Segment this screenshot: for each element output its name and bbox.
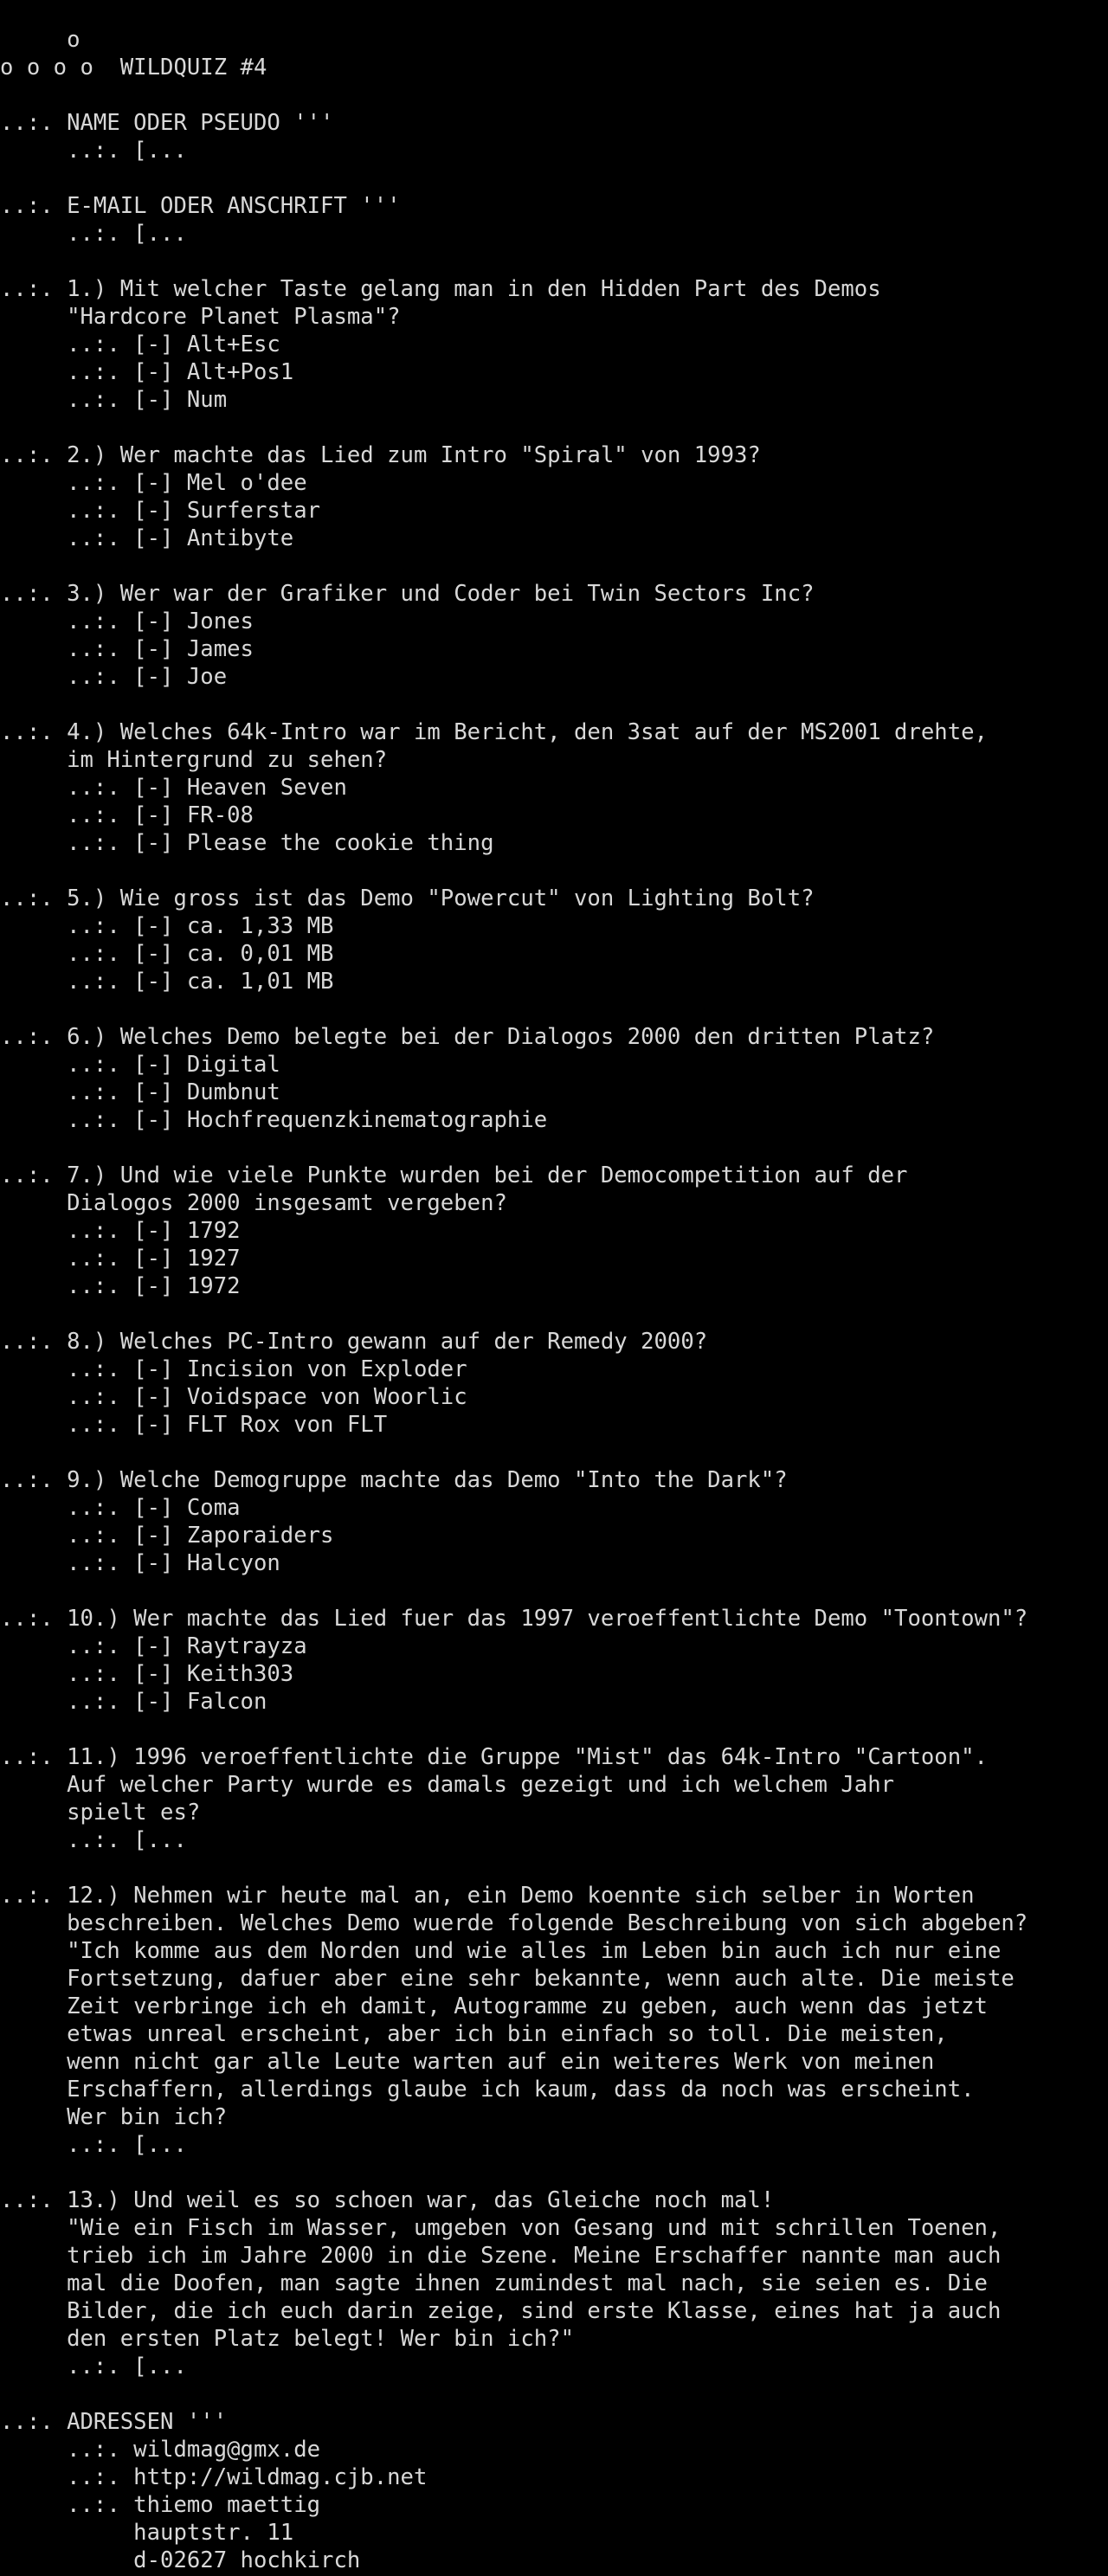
contact-city: d-02627 hochkirch [0, 2547, 361, 2573]
email-input[interactable]: ..:. [... [0, 221, 187, 247]
q2-answer-option[interactable]: ..:. [-] Surferstar [0, 498, 321, 524]
q11-question-text: Auf welcher Party wurde es damals gezeigt und ich welchem Jahr [0, 1772, 895, 1798]
q1-question-text: ..:. 1.) Mit welcher Taste gelang man in den Hidden Part des Demos [0, 276, 881, 302]
q5-question-text: ..:. 5.) Wie gross ist das Demo "Powercut" von Lighting Bolt? [0, 886, 815, 911]
name-field-label: ..:. NAME ODER PSEUDO ''' [0, 110, 334, 136]
contact-name: ..:. thiemo maettig [0, 2492, 321, 2518]
contact-street: hauptstr. 11 [0, 2520, 294, 2546]
q5-answer-option[interactable]: ..:. [-] ca. 1,01 MB [0, 969, 334, 995]
q6-question-text: ..:. 6.) Welches Demo belegte bei der Dialogos 2000 den dritten Platz? [0, 1024, 935, 1050]
q2-answer-option[interactable]: ..:. [-] Antibyte [0, 525, 294, 551]
q7-answer-option[interactable]: ..:. [-] 1972 [0, 1273, 241, 1299]
q4-question-text: ..:. 4.) Welches 64k-Intro war im Bericht, den 3sat auf der MS2001 drehte, [0, 719, 988, 745]
email-field-label: ..:. E-MAIL ODER ANSCHRIFT ''' [0, 193, 401, 219]
q5-answer-option[interactable]: ..:. [-] ca. 1,33 MB [0, 913, 334, 939]
q1-question-text: "Hardcore Planet Plasma"? [0, 304, 401, 330]
q4-answer-option[interactable]: ..:. [-] Heaven Seven [0, 775, 347, 801]
q9-answer-option[interactable]: ..:. [-] Zaporaiders [0, 1523, 334, 1549]
q9-answer-option[interactable]: ..:. [-] Coma [0, 1495, 241, 1521]
q7-question-text: ..:. 7.) Und wie viele Punkte wurden bei der Democompetition auf der [0, 1162, 908, 1188]
logo-mark: o [0, 27, 81, 53]
q1-answer-option[interactable]: ..:. [-] Alt+Pos1 [0, 359, 294, 385]
q6-answer-option[interactable]: ..:. [-] Dumbnut [0, 1079, 280, 1105]
q1-answer-option[interactable]: ..:. [-] Num [0, 387, 228, 413]
q10-answer-option[interactable]: ..:. [-] Falcon [0, 1689, 267, 1715]
q3-answer-option[interactable]: ..:. [-] Joe [0, 664, 228, 690]
q8-question-text: ..:. 8.) Welches PC-Intro gewann auf der Remedy 2000? [0, 1329, 708, 1355]
page-title: o o o o WILDQUIZ #4 [0, 55, 267, 80]
website-link[interactable]: ..:. http://wildmag.cjb.net [0, 2464, 428, 2490]
q13-question-text: den ersten Platz belegt! Wer bin ich?" [0, 2326, 574, 2352]
q2-question-text: ..:. 2.) Wer machte das Lied zum Intro "Spiral" von 1993? [0, 442, 761, 468]
q4-question-text: im Hintergrund zu sehen? [0, 747, 388, 773]
q12-question-text: Zeit verbringe ich eh damit, Autogramme zu geben, auch wenn das jetzt [0, 1993, 988, 2019]
q9-question-text: ..:. 9.) Welche Demogruppe machte das Demo "Into the Dark"? [0, 1467, 788, 1493]
q7-answer-option[interactable]: ..:. [-] 1927 [0, 1246, 241, 1272]
q13-question-text: mal die Doofen, man sagte ihnen zumindest mal nach, sie seien es. Die [0, 2270, 988, 2296]
q8-answer-option[interactable]: ..:. [-] FLT Rox von FLT [0, 1412, 388, 1438]
q12-answer-input[interactable]: ..:. [... [0, 2132, 187, 2158]
q9-answer-option[interactable]: ..:. [-] Halcyon [0, 1550, 280, 1576]
addresses-heading: ..:. ADRESSEN ''' [0, 2409, 228, 2435]
q8-answer-option[interactable]: ..:. [-] Incision von Exploder [0, 1356, 467, 1382]
q3-question-text: ..:. 3.) Wer war der Grafiker und Coder bei Twin Sectors Inc? [0, 581, 815, 607]
q11-answer-input[interactable]: ..:. [... [0, 1827, 187, 1853]
q10-answer-option[interactable]: ..:. [-] Raytrayza [0, 1633, 307, 1659]
q12-question-text: etwas unreal erscheint, aber ich bin einfach so toll. Die meisten, [0, 2021, 948, 2047]
q5-answer-option[interactable]: ..:. [-] ca. 0,01 MB [0, 941, 334, 967]
q11-question-text: spielt es? [0, 1800, 201, 1826]
q13-answer-input[interactable]: ..:. [... [0, 2354, 187, 2380]
name-input[interactable]: ..:. [... [0, 138, 187, 164]
q10-answer-option[interactable]: ..:. [-] Keith303 [0, 1661, 294, 1687]
q12-question-text: "Ich komme aus dem Norden und wie alles im Leben bin auch ich nur eine [0, 1938, 1002, 1964]
q7-answer-option[interactable]: ..:. [-] 1792 [0, 1218, 241, 1244]
q1-answer-option[interactable]: ..:. [-] Alt+Esc [0, 332, 280, 357]
q6-answer-option[interactable]: ..:. [-] Digital [0, 1052, 280, 1078]
q13-question-text: "Wie ein Fisch im Wasser, umgeben von Gesang und mit schrillen Toenen, [0, 2215, 1002, 2241]
q2-answer-option[interactable]: ..:. [-] Mel o'dee [0, 470, 307, 496]
q13-question-text: trieb ich im Jahre 2000 in die Szene. Meine Erschaffer nannte man auch [0, 2243, 1002, 2269]
q11-question-text: ..:. 11.) 1996 veroeffentlichte die Gruppe "Mist" das 64k-Intro "Cartoon". [0, 1744, 988, 1770]
q6-answer-option[interactable]: ..:. [-] Hochfrequenzkinematographie [0, 1107, 548, 1133]
q4-answer-option[interactable]: ..:. [-] Please the cookie thing [0, 830, 494, 856]
q12-question-text: ..:. 12.) Nehmen wir heute mal an, ein Demo koennte sich selber in Worten [0, 1883, 975, 1909]
q7-question-text: Dialogos 2000 insgesamt vergeben? [0, 1190, 507, 1216]
q13-question-text: ..:. 13.) Und weil es so schoen war, das Gleiche noch mal! [0, 2187, 775, 2213]
q12-question-text: beschreiben. Welches Demo wuerde folgende Beschreibung von sich abgeben? [0, 1910, 1028, 1936]
q12-question-text: wenn nicht gar alle Leute warten auf ein weiteres Werk von meinen [0, 2049, 935, 2075]
q12-question-text: Erschaffern, allerdings glaube ich kaum, dass da noch was erscheint. [0, 2077, 975, 2103]
contact-email-link[interactable]: ..:. wildmag@gmx.de [0, 2437, 321, 2463]
q8-answer-option[interactable]: ..:. [-] Voidspace von Woorlic [0, 1384, 467, 1410]
q3-answer-option[interactable]: ..:. [-] Jones [0, 609, 254, 634]
q3-answer-option[interactable]: ..:. [-] James [0, 636, 254, 662]
q13-question-text: Bilder, die ich euch darin zeige, sind erste Klasse, eines hat ja auch [0, 2298, 1002, 2324]
q4-answer-option[interactable]: ..:. [-] FR-08 [0, 802, 254, 828]
q12-question-text: Fortsetzung, dafuer aber eine sehr bekannte, wenn auch alte. Die meiste [0, 1966, 1015, 1992]
q10-question-text: ..:. 10.) Wer machte das Lied fuer das 1997 veroeffentlichte Demo "Toontown"? [0, 1606, 1028, 1632]
q12-question-text: Wer bin ich? [0, 2104, 228, 2130]
